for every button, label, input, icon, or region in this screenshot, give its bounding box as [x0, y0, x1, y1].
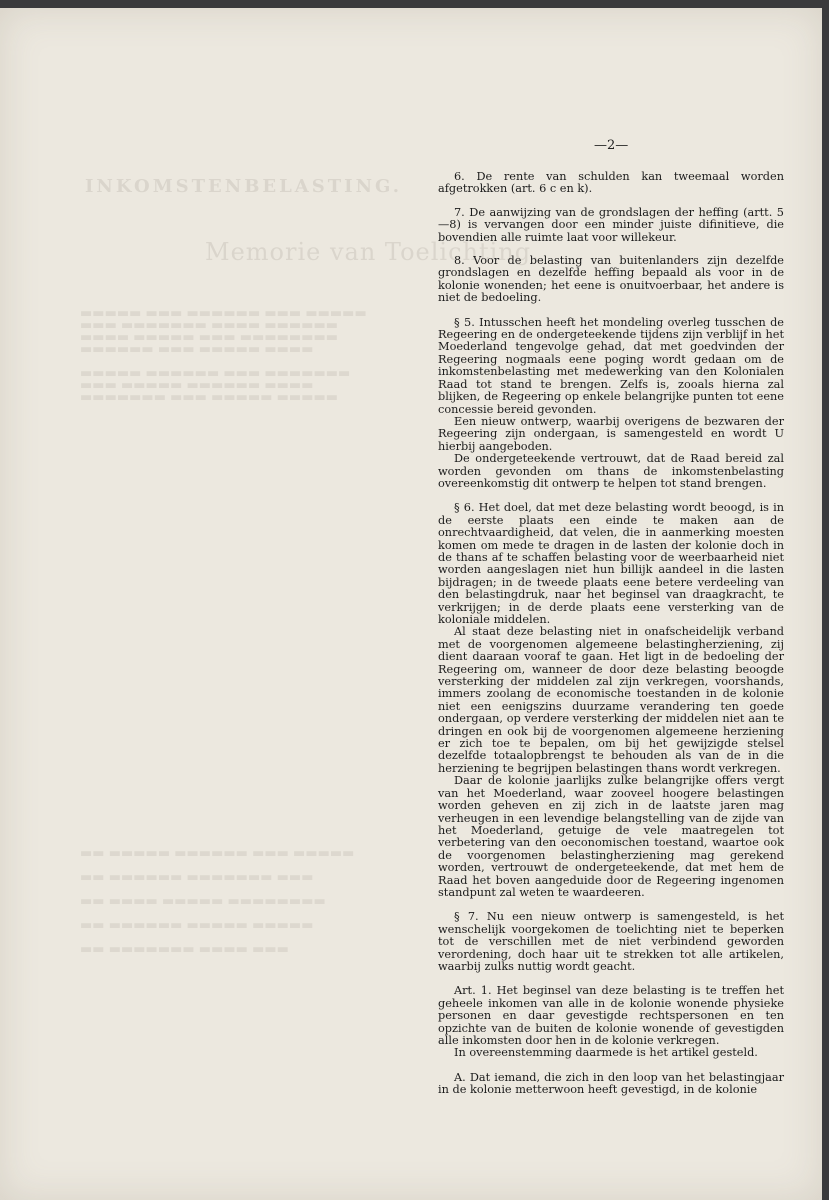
section-6-revision: Al staat deze belasting niet in onafscheidelijk verband met de voorgenomen algemeene belastingherziening, zij dient daaraan vooraf te gaan. Het ligt in de bedoeling der Regeering om, wanneer de door deze belasting beoogde versterking der middelen zal zijn verkregen, voorshands, immers zoolang de economische toestanden in de kolonie niet een eenigszins duurzame verandering ten goede ondergaan, op verdere versterking der middelen niet aan te dringen en ook bij de voorgenomen algemeene herziening er zich toe te bepalen, om bij het gewijzigde stelsel dezelfde totaalopbrengst te behouden als van de in die herziening te begrijpen belastingen thans wordt verkregen.: [438, 625, 784, 775]
section-5-new-draft: Een nieuw ontwerp, waarbij overigens de bezwaren der Regeering zijn ondergaan, is samengesteld en wordt U hierbij aangeboden.: [438, 414, 784, 453]
document-page: [0, 8, 822, 1200]
section-5-intro: § 5. Intusschen heeft het mondeling overleg tusschen de Regeering en de ondergeteekende tijdens zijn verblijf in het Moederland tengevolge gehad, dat met goedvinden der Regeering nogmaals eene poging wordt gedaan om de inkomstenbelasting met medewerking van den Kolonialen Raad tot stand te brengen. Zelfs is, zooals hierna zal blijken, de Regeering op enkele belangrijke punten tot eene concessie bereid gevonden.: [438, 315, 784, 416]
paragraph-8: 8. Voor de belasting van buitenlanders zijn dezelfde grondslagen en dezelfde heffing bepaald als voor in de kolonie wonenden; het eene is onuitvoerbaar, het andere is niet de bedoeling.: [438, 254, 784, 305]
paragraph-6: 6. De rente van schulden kan tweemaal worden afgetrokken (art. 6 c en k).: [438, 170, 784, 196]
bleed-through-text: ▬▬▬▬▬ ▬▬▬ ▬▬▬▬▬▬ ▬▬▬ ▬▬▬▬▬ ▬▬▬ ▬▬▬▬▬▬▬ ▬▬▬▬ ▬▬▬▬▬▬ ▬▬▬▬ ▬▬▬▬▬ ▬▬▬ ▬▬▬▬▬▬▬▬ ▬▬▬▬▬▬ ▬▬▬ ▬▬▬▬▬ ▬▬▬▬ ▬▬▬▬▬ ▬▬▬▬▬▬ ▬▬▬ ▬▬▬▬▬▬▬ ▬▬▬ ▬▬▬▬▬ ▬▬▬▬▬▬ ▬▬▬▬ ▬▬▬▬▬▬▬ ▬▬▬ ▬▬▬▬▬ ▬▬▬▬▬: [80, 306, 367, 405]
bleed-through-subheading: Memorie van Toelichting.: [205, 238, 540, 266]
paragraph-7: 7. De aanwijzing van de grondslagen der heffing (artt. 5—8) is vervangen door een minder juiste difinitieve, die bovendien alle ruimte laat voor willekeur.: [438, 205, 784, 244]
article-1-principle: Art. 1. Het beginsel van deze belasting is te treffen het geheele inkomen van alle in de kolonie wonende physieke personen en daar gevestigde rechtspersonen en ten opzichte van de buiten de kolonie wonende of gevestigden alle inkomsten door hen in de kolonie verkregen.: [438, 984, 784, 1047]
page-number: —2—: [594, 138, 629, 153]
section-6-purpose: § 6. Het doel, dat met deze belasting wordt beoogd, is in de eerste plaats een einde te maken aan de onrechtvaardigheid, dat velen, die in aanmerking moesten komen om mede te dragen in de lasten der kolonie doch in de thans af te schaffen belasting voor de weerbaarheid niet worden aangeslagen niet hun billijk aandeel in die lasten bijdragen; in de tweede plaats eene betere verdeeling van den belastingdruk, naar het beginsel van draagkracht, te verkrijgen; in de derde plaats eene versterking van de koloniale middelen.: [438, 501, 784, 626]
bleed-through-heading: INKOMSTENBELASTING.: [85, 176, 403, 197]
section-7: § 7. Nu een nieuw ontwerp is samengesteld, is het wenschelijk voorgekomen de toelichting niet te beperken tot de verschillen met de niet verbindend geworden verordening, doch haar uit te strekken tot alle artikelen, waarbij zulks nuttig wordt geacht.: [438, 910, 784, 973]
section-6-motherland: Daar de kolonie jaarlijks zulke belangrijke offers vergt van het Moederland, waar zooveel hoogere belastingen worden geheven en zij zich in de laatste jaren mag verheugen in een levendige belangstelling van de zijde van het Moederland, getuige de vele maatregelen tot verbetering van den oeconomischen toestand, waartoe ook de voorgenomen belastingherziening mag gerekend worden, vertrouwt de ondergeteekende, dat met hem de Raad het boven aangeduide door de Regeering ingenomen standpunt zal weten te waardeeren.: [438, 774, 784, 899]
section-5-trust: De ondergeteekende vertrouwt, dat de Raad bereid zal worden gevonden om thans de inkomstenbelasting overeenkomstig dit ontwerp te helpen tot stand brengen.: [438, 452, 784, 490]
article-1-conclusion: In overeenstemming daarmede is het artikel gesteld.: [454, 1046, 758, 1060]
clause-a: A. Dat iemand, die zich in den loop van het belastingjaar in de kolonie metterwoon heeft gevestigd, in de kolonie: [438, 1070, 784, 1097]
bleed-through-list: ▬▬ ▬▬▬▬▬ ▬▬▬▬▬▬ ▬▬▬ ▬▬▬▬▬ ▬▬ ▬▬▬▬▬▬ ▬▬▬▬▬▬▬ ▬▬▬ ▬▬ ▬▬▬▬ ▬▬▬▬▬ ▬▬▬▬▬▬▬▬ ▬▬ ▬▬▬▬▬▬ ▬▬▬▬▬ ▬▬▬▬▬ ▬▬ ▬▬▬▬▬▬▬ ▬▬▬▬ ▬▬▬: [80, 846, 355, 957]
body-text: [438, 171, 784, 1097]
